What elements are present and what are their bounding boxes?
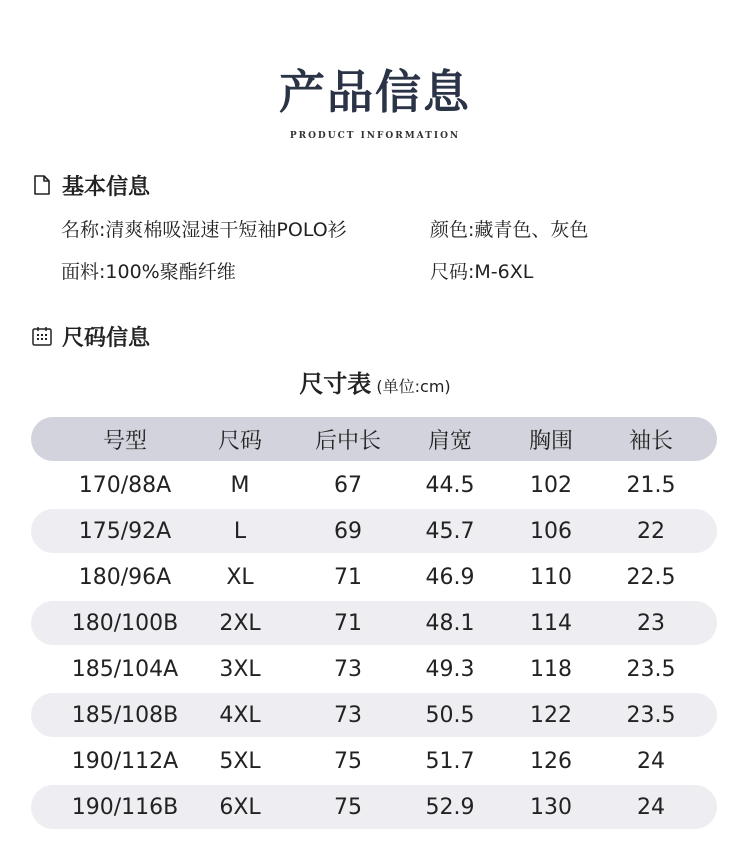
table-cell: 122 xyxy=(530,702,572,728)
table-cell: 180/100B xyxy=(71,610,179,636)
table-cell: 52.9 xyxy=(425,794,475,820)
table-cell: 130 xyxy=(530,794,572,820)
table-row xyxy=(31,739,717,783)
table-cell: 24 xyxy=(637,794,665,820)
table-cell: 75 xyxy=(334,794,362,820)
table-cell: 170/88A xyxy=(78,472,172,498)
calendar-icon xyxy=(30,324,54,348)
page-title: 产品信息 xyxy=(279,65,471,119)
table-cell: 5XL xyxy=(219,748,261,774)
table-row xyxy=(31,647,717,691)
table-cell: 190/116B xyxy=(71,794,179,820)
size-info-header xyxy=(30,321,150,351)
table-cell: 22 xyxy=(637,518,665,544)
table-cell: L xyxy=(233,518,247,544)
table-row xyxy=(31,693,717,737)
table-cell: 110 xyxy=(530,564,572,590)
table-cell: 71 xyxy=(334,610,362,636)
table-cell: 71 xyxy=(334,564,362,590)
table-cell: 胸围 xyxy=(528,428,573,454)
table-cell: 69 xyxy=(334,518,362,544)
size-table-title xyxy=(0,364,750,399)
table-cell: 106 xyxy=(530,518,572,544)
table-cell: 49.3 xyxy=(425,656,475,682)
table-cell: 袖长 xyxy=(628,428,673,454)
table-cell: 肩宽 xyxy=(427,428,472,454)
table-row xyxy=(31,555,717,599)
table-cell: 50.5 xyxy=(425,702,475,728)
table-cell: 号型 xyxy=(102,428,147,454)
table-cell: 67 xyxy=(334,472,362,498)
basic-info-header xyxy=(30,170,150,200)
table-cell: 44.5 xyxy=(425,472,475,498)
table-cell: 48.1 xyxy=(425,610,475,636)
size-table-title-text: 尺寸表 xyxy=(299,370,372,398)
table-cell: 180/96A xyxy=(78,564,172,590)
table-cell: 4XL xyxy=(219,702,261,728)
table-cell: 23 xyxy=(637,610,665,636)
table-cell: 190/112A xyxy=(71,748,179,774)
table-cell: 24 xyxy=(637,748,665,774)
table-cell: 118 xyxy=(530,656,572,682)
table-cell: 73 xyxy=(334,702,362,728)
table-cell: 后中长 xyxy=(314,428,381,454)
table-cell: XL xyxy=(226,564,254,590)
table-cell: 102 xyxy=(530,472,572,498)
table-cell: 6XL xyxy=(219,794,261,820)
table-row xyxy=(31,601,717,645)
product-fabric: 面料:100%聚酯纤维 xyxy=(61,261,236,283)
table-cell: 46.9 xyxy=(425,564,475,590)
table-cell: M xyxy=(230,472,250,498)
table-cell: 185/104A xyxy=(71,656,179,682)
table-cell: 2XL xyxy=(219,610,261,636)
table-cell: 3XL xyxy=(219,656,261,682)
page-subtitle: PRODUCT INFORMATION xyxy=(289,131,461,141)
document-icon xyxy=(30,173,54,197)
table-cell: 23.5 xyxy=(626,702,676,728)
size-table-unit: (单位:cm) xyxy=(376,377,451,396)
basic-info-heading: 基本信息 xyxy=(62,174,151,200)
table-cell: 尺码 xyxy=(217,428,262,454)
table-cell: 185/108B xyxy=(71,702,179,728)
table-cell: 175/92A xyxy=(78,518,172,544)
table-cell: 45.7 xyxy=(425,518,475,544)
table-row xyxy=(31,785,717,829)
table-cell: 75 xyxy=(334,748,362,774)
table-row xyxy=(31,463,717,507)
table-header-row xyxy=(31,417,717,461)
table-cell: 22.5 xyxy=(626,564,676,590)
table-cell: 73 xyxy=(334,656,362,682)
size-info-heading: 尺码信息 xyxy=(62,325,151,351)
product-color: 颜色:藏青色、灰色 xyxy=(430,219,589,241)
product-name: 名称:清爽棉吸湿速干短袖POLO衫 xyxy=(61,219,347,241)
table-cell: 21.5 xyxy=(626,472,676,498)
table-cell: 51.7 xyxy=(425,748,475,774)
table-cell: 114 xyxy=(530,610,572,636)
table-row xyxy=(31,509,717,553)
table-cell: 23.5 xyxy=(626,656,676,682)
table-cell: 126 xyxy=(530,748,572,774)
product-size-range: 尺码:M-6XL xyxy=(430,261,534,283)
